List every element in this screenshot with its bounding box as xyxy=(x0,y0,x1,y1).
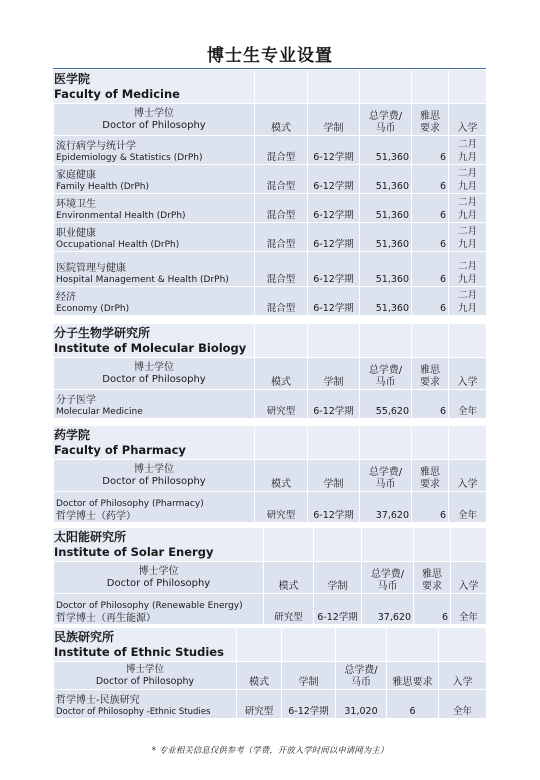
header-ielts-req: 要求 xyxy=(422,581,442,592)
intake-cell: 全年 xyxy=(449,492,487,523)
section-title-zh: 医学院 xyxy=(54,72,91,86)
header-mode: 模式 xyxy=(255,460,308,492)
header-fee: 总学费/ xyxy=(370,569,405,580)
table-row xyxy=(54,252,487,287)
table-row xyxy=(54,492,487,523)
duration-cell: 6-12学期 xyxy=(308,492,360,523)
duration-cell: 6-12学期 xyxy=(308,390,360,419)
header-fee-unit: 马币 xyxy=(377,581,398,592)
intake-sep: 九月 xyxy=(457,209,477,221)
table-row xyxy=(54,690,487,719)
section-molecular-biology xyxy=(53,324,486,419)
program-name-zh: 家庭健康 xyxy=(56,170,96,181)
duration-cell: 6-12学期 xyxy=(308,194,360,223)
table-header-row xyxy=(54,460,487,492)
intake-sep: 九月 xyxy=(457,151,477,163)
medicine-table xyxy=(53,103,487,316)
section-title-en: Institute of Solar Energy xyxy=(54,545,214,559)
section-title-zh: 药学院 xyxy=(54,428,91,442)
table-row xyxy=(54,165,487,194)
header-degree-zh: 博士学位 xyxy=(134,361,174,373)
ielts-cell: 6 xyxy=(412,252,449,287)
fee-cell: 37,620 xyxy=(362,594,414,625)
header-duration: 学制 xyxy=(282,662,336,690)
section-ethnic-studies xyxy=(53,628,486,719)
header-fee: 总学费/ xyxy=(368,467,403,478)
header-fee: 总学费/ xyxy=(368,365,403,376)
header-degree-zh: 博士学位 xyxy=(125,663,164,675)
title-divider xyxy=(53,68,486,69)
ielts-cell: 6 xyxy=(412,492,449,523)
fee-cell: 51,360 xyxy=(360,287,412,316)
program-name-en: Molecular Medicine xyxy=(56,406,143,417)
section-title-zh: 太阳能研究所 xyxy=(54,530,127,544)
program-name-zh: 经济 xyxy=(56,292,76,303)
program-name-en: Doctor of Philosophy (Renewable Energy) xyxy=(56,601,243,611)
table-header-row xyxy=(54,662,487,690)
duration-cell: 6-12学期 xyxy=(308,252,360,287)
header-degree-en: Doctor of Philosophy xyxy=(102,119,206,131)
program-name-zh: 哲学博士-民族研究 xyxy=(56,695,140,706)
intake-sep: 九月 xyxy=(457,302,477,314)
table-header-row xyxy=(54,104,487,136)
program-name-en: Occupational Health (DrPh) xyxy=(56,239,180,250)
header-degree-zh: 博士学位 xyxy=(134,463,174,475)
section-medicine xyxy=(53,70,486,316)
section-title-en: Institute of Ethnic Studies xyxy=(54,645,224,659)
header-ielts: 雅思 xyxy=(420,111,440,122)
section-pharmacy xyxy=(53,426,486,523)
program-name-zh: 哲学博士（再生能源） xyxy=(56,612,156,624)
fee-cell: 55,620 xyxy=(360,390,412,419)
header-intake: 入学 xyxy=(449,358,487,390)
program-name-en: Family Health (DrPh) xyxy=(56,181,150,192)
section-title-zh: 分子生物学研究所 xyxy=(54,326,151,340)
header-ielts-req: 要求 xyxy=(420,377,440,388)
header-duration: 学制 xyxy=(308,358,360,390)
section-title-zh: 民族研究所 xyxy=(54,630,115,644)
page-title: 博士生专业设置 xyxy=(207,46,333,66)
header-mode: 模式 xyxy=(255,104,308,136)
mode-cell: 混合型 xyxy=(255,252,308,287)
fee-cell: 31,020 xyxy=(336,690,387,719)
fee-cell: 51,360 xyxy=(360,165,412,194)
header-duration: 学制 xyxy=(314,562,362,594)
solar-energy-table xyxy=(53,561,487,625)
section-title-en: Faculty of Medicine xyxy=(54,87,180,101)
header-degree-en: Doctor of Philosophy xyxy=(106,577,211,589)
intake-cell: 全年 xyxy=(439,690,487,719)
header-degree-en: Doctor of Philosophy xyxy=(102,475,206,487)
table-header-row xyxy=(54,358,487,390)
header-ielts: 雅思要求 xyxy=(387,662,439,690)
section-title-en: Faculty of Pharmacy xyxy=(54,443,186,457)
program-name-zh: 环境卫生 xyxy=(56,199,96,210)
intake-feb: 二月 xyxy=(457,226,477,237)
table-row xyxy=(54,390,487,419)
header-degree-zh: 博士学位 xyxy=(138,565,179,577)
header-degree-en: Doctor of Philosophy xyxy=(102,373,206,385)
table-header-row xyxy=(54,562,487,594)
program-name-en: Hospital Management & Health (DrPh) xyxy=(56,274,229,285)
duration-cell: 6-12学期 xyxy=(308,165,360,194)
fee-cell: 37,620 xyxy=(360,492,412,523)
header-ielts: 雅思 xyxy=(420,467,440,478)
intake-feb: 二月 xyxy=(457,290,477,301)
program-name-zh: 分子医学 xyxy=(56,395,96,406)
section-header xyxy=(53,528,486,561)
duration-cell: 6-12学期 xyxy=(282,690,336,719)
header-intake: 入学 xyxy=(449,104,487,136)
header-ielts-req: 要求 xyxy=(420,123,440,134)
intake-sep: 九月 xyxy=(457,180,477,192)
header-mode: 模式 xyxy=(255,358,308,390)
ielts-cell: 6 xyxy=(387,690,439,719)
mode-cell: 研究型 xyxy=(255,492,308,523)
program-name-en: Doctor of Philosophy (Pharmacy) xyxy=(56,499,204,509)
intake-cell: 全年 xyxy=(451,594,487,625)
program-name-zh: 职业健康 xyxy=(56,228,96,239)
ielts-cell: 6 xyxy=(412,223,449,252)
intake-cell: 全年 xyxy=(449,390,487,419)
header-fee-unit: 马币 xyxy=(375,123,396,134)
program-name-zh: 医院管理与健康 xyxy=(56,263,126,274)
header-fee: 总学费/ xyxy=(344,665,378,676)
header-intake: 入学 xyxy=(439,662,487,690)
intake-sep: 九月 xyxy=(457,273,477,285)
ielts-cell: 6 xyxy=(412,390,449,419)
table-row xyxy=(54,194,487,223)
intake-feb: 二月 xyxy=(457,139,477,150)
section-solar-energy xyxy=(53,528,486,625)
ethnic-studies-table xyxy=(53,661,487,719)
header-ielts-req: 要求 xyxy=(420,479,440,490)
mode-cell: 混合型 xyxy=(255,136,308,165)
intake-feb: 二月 xyxy=(457,197,477,208)
program-name-zh: 哲学博士（药学） xyxy=(56,510,136,522)
header-mode: 模式 xyxy=(264,562,314,594)
header-duration: 学制 xyxy=(308,460,360,492)
ielts-cell: 6 xyxy=(412,194,449,223)
header-duration: 学制 xyxy=(308,104,360,136)
mode-cell: 混合型 xyxy=(255,223,308,252)
molecular-biology-table xyxy=(53,357,487,419)
table-row xyxy=(54,594,487,625)
header-degree-zh: 博士学位 xyxy=(134,107,174,119)
intake-feb: 二月 xyxy=(457,261,477,272)
fee-cell: 51,360 xyxy=(360,136,412,165)
ielts-cell: 6 xyxy=(412,165,449,194)
header-fee-unit: 马币 xyxy=(375,479,396,490)
section-header xyxy=(53,426,486,459)
mode-cell: 研究型 xyxy=(237,690,282,719)
duration-cell: 6-12学期 xyxy=(308,287,360,316)
section-header xyxy=(53,628,486,661)
program-name-zh: 流行病学与统计学 xyxy=(56,141,136,152)
mode-cell: 混合型 xyxy=(255,287,308,316)
header-mode: 模式 xyxy=(237,662,282,690)
fee-cell: 51,360 xyxy=(360,223,412,252)
header-intake: 入学 xyxy=(451,562,487,594)
program-name-en: Epidemiology & Statistics (DrPh) xyxy=(56,152,203,163)
header-fee-unit: 马币 xyxy=(375,377,396,388)
duration-cell: 6-12学期 xyxy=(308,136,360,165)
header-degree-en: Doctor of Philosophy xyxy=(95,675,195,687)
program-name-en: Economy (DrPh) xyxy=(56,303,130,314)
duration-cell: 6-12学期 xyxy=(308,223,360,252)
mode-cell: 研究型 xyxy=(264,594,314,625)
header-fee: 总学费/ xyxy=(368,111,403,122)
pharmacy-table xyxy=(53,459,487,523)
mode-cell: 混合型 xyxy=(255,165,308,194)
intake-sep: 九月 xyxy=(457,238,477,250)
header-intake: 入学 xyxy=(449,460,487,492)
section-header xyxy=(53,324,486,357)
table-row xyxy=(54,287,487,316)
table-row xyxy=(54,136,487,165)
ielts-cell: 6 xyxy=(414,594,451,625)
mode-cell: 混合型 xyxy=(255,194,308,223)
fee-cell: 51,360 xyxy=(360,194,412,223)
fee-cell: 51,360 xyxy=(360,252,412,287)
header-fee-unit: 马币 xyxy=(351,677,371,688)
intake-feb: 二月 xyxy=(457,168,477,179)
section-header xyxy=(53,70,486,103)
section-title-en: Institute of Molecular Biology xyxy=(54,341,247,355)
ielts-cell: 6 xyxy=(412,136,449,165)
table-row xyxy=(54,223,487,252)
program-name-en: Doctor of Philosophy -Ethnic Studies xyxy=(56,706,211,717)
header-ielts: 雅思 xyxy=(420,365,440,376)
duration-cell: 6-12学期 xyxy=(314,594,362,625)
mode-cell: 研究型 xyxy=(255,390,308,419)
ielts-cell: 6 xyxy=(412,287,449,316)
header-ielts: 雅思 xyxy=(422,569,442,580)
footnote: * 专业相关信息仅供参考（学费，开放入学时间以申请网为主） xyxy=(151,746,389,756)
program-name-en: Environmental Health (DrPh) xyxy=(56,210,186,221)
